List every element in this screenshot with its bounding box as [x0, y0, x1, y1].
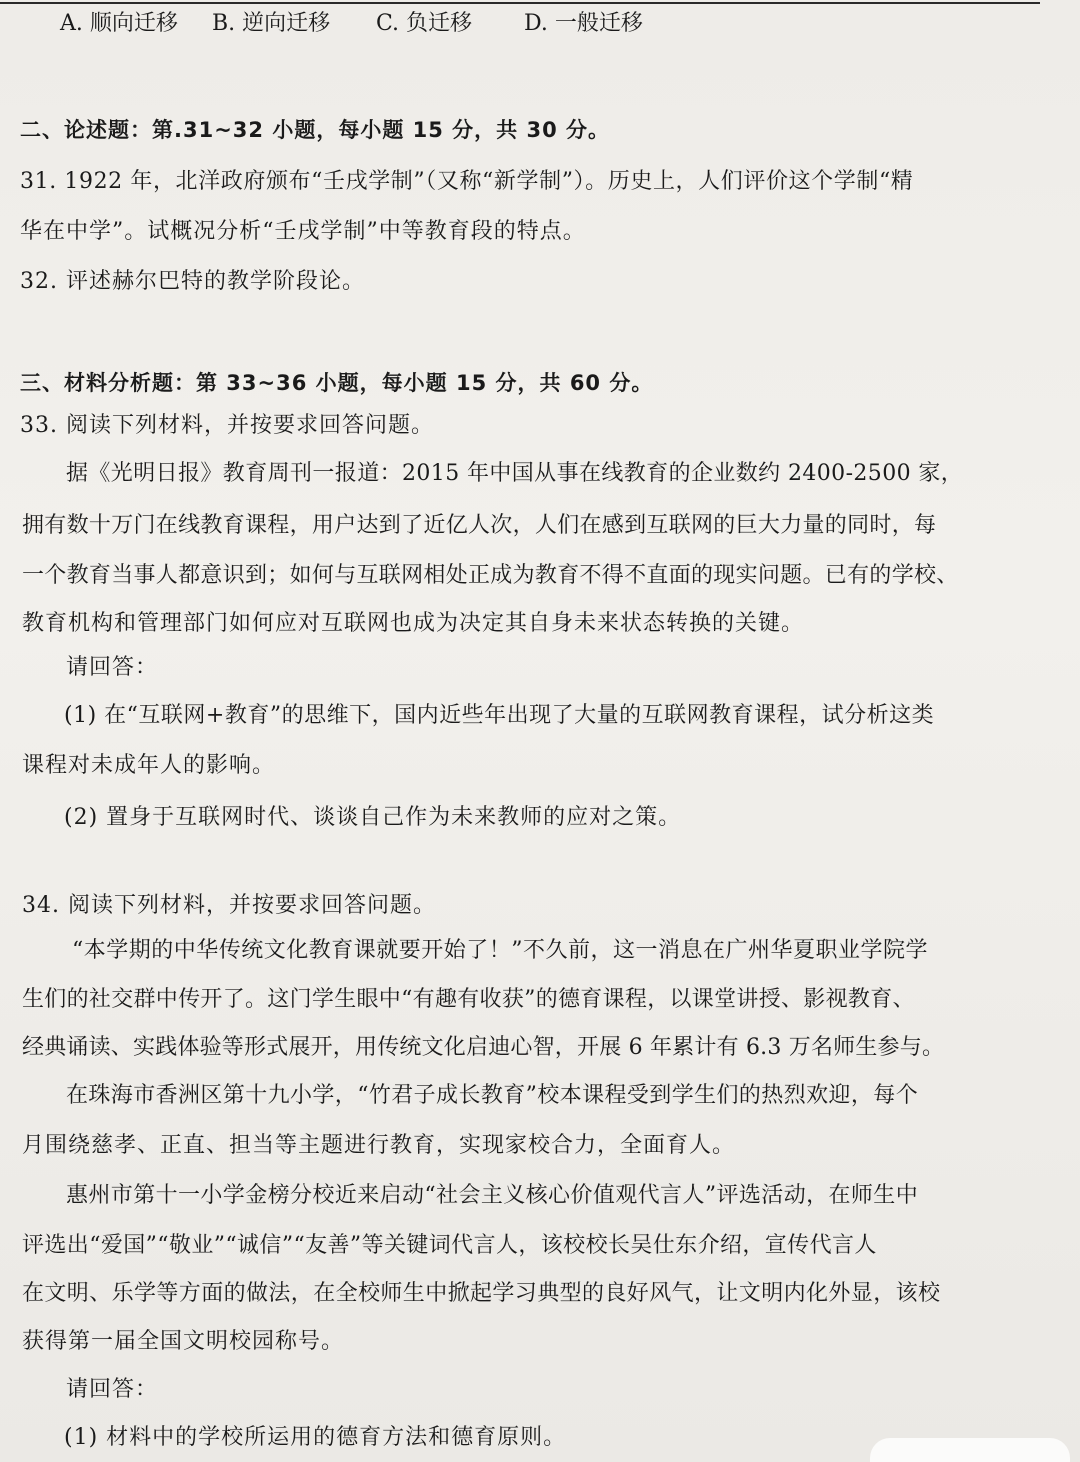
- q33-material-line-2: 拥有数十万门在线教育课程，用户达到了近亿人次，人们在感到互联网的巨大力量的同时，每: [22, 513, 937, 538]
- q33-sub1-line-2: 课程对未成年人的影响。: [22, 753, 276, 778]
- q34-sub1: (1) 材料中的学校所运用的德育方法和德育原则。: [64, 1425, 567, 1450]
- q33-material-line-4: 教育机构和管理部门如何应对互联网也成为决定其自身未来状态转换的关键。: [22, 611, 805, 636]
- q34-prompt: 请回答：: [66, 1377, 159, 1402]
- q33-material-line-1: 据《光明日报》教育周刊一报道：2015 年中国从事在线教育的企业数约 2400-2500 家，: [66, 461, 964, 486]
- section3-heading: 三、材料分析题：第 33~36 小题，每小题 15 分，共 60 分。: [20, 371, 654, 395]
- page-corner-glare: [870, 1438, 1070, 1462]
- q34-stem: 34. 阅读下列材料，并按要求回答问题。: [22, 893, 436, 918]
- q31-line-2: 华在中学”。试概况分析“壬戌学制”中等教育段的特点。: [20, 219, 586, 244]
- q34-material-line-8: 在文明、乐学等方面的做法，在全校师生中掀起学习典型的良好风气，让文明内化外显，该校: [22, 1281, 941, 1306]
- option-c: C. 负迁移: [376, 11, 473, 36]
- q31-line-1: 31. 1922 年，北洋政府颁布“壬戌学制”（又称“新学制”）。历史上，人们评价这个学制“精: [20, 169, 914, 194]
- q34-material-line-1: “本学期的中华传统文化教育课就要开始了！”不久前，这一消息在广州华夏职业学院学: [72, 938, 928, 963]
- option-d: D. 一般迁移: [524, 11, 643, 36]
- q34-material-line-9: 获得第一届全国文明校园称号。: [22, 1329, 345, 1354]
- top-rule: [0, 2, 1040, 4]
- q34-material-line-5: 月围绕慈孝、正直、担当等主题进行教育，实现家校合力，全面育人。: [22, 1133, 736, 1158]
- section2-heading: 二、论述题：第.31~32 小题，每小题 15 分，共 30 分。: [20, 118, 611, 142]
- q32: 32. 评述赫尔巴特的教学阶段论。: [20, 269, 365, 294]
- q34-material-line-2: 生们的社交群中传开了。这门学生眼中“有趣有收获”的德育课程，以课堂讲授、影视教育、: [22, 987, 915, 1012]
- q33-stem: 33. 阅读下列材料，并按要求回答问题。: [20, 413, 434, 438]
- option-b: B. 逆向迁移: [212, 11, 331, 36]
- q33-prompt: 请回答：: [66, 655, 159, 680]
- q33-sub1-line-1: (1) 在“互联网+教育”的思维下，国内近些年出现了大量的互联网教育课程，试分析这类: [64, 703, 935, 728]
- q34-material-line-6: 惠州市第十一小学金榜分校近来启动“社会主义核心价值观代言人”评选活动，在师生中: [66, 1183, 919, 1208]
- q34-material-line-4: 在珠海市香洲区第十九小学，“竹君子成长教育”校本课程受到学生们的热烈欢迎，每个: [66, 1083, 919, 1108]
- option-a: A. 顺向迁移: [60, 11, 178, 36]
- q33-material-line-3: 一个教育当事人都意识到；如何与互联网相处正成为教育不得不直面的现实问题。已有的学校、: [22, 563, 959, 588]
- q34-material-line-7: 评选出“爱国”“敬业”“诚信”“友善”等关键词代言人，该校校长吴仕东介绍，宣传代言人: [22, 1233, 877, 1258]
- q33-sub2: (2) 置身于互联网时代、谈谈自己作为未来教师的应对之策。: [64, 805, 682, 830]
- q34-material-line-3: 经典诵读、实践体验等形式展开，用传统文化启迪心智，开展 6 年累计有 6.3 万名师生参与。: [22, 1035, 945, 1060]
